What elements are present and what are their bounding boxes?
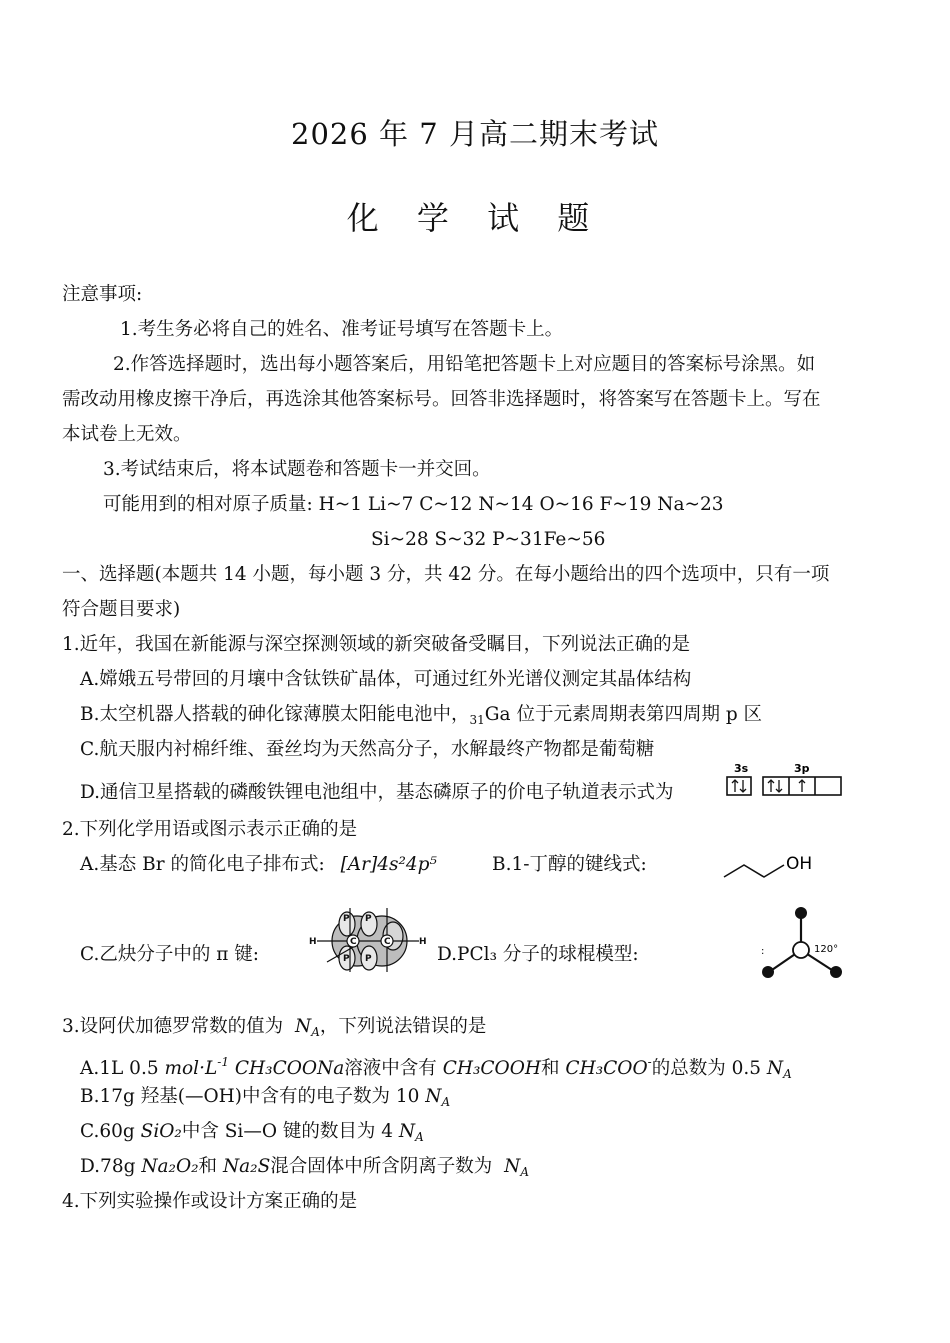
q4-stem: 4.下列实验操作或设计方案正确的是 — [62, 1191, 358, 1212]
acetylene-pi-bond-diagram — [305, 906, 430, 976]
svg-text:H: H — [309, 937, 317, 947]
q3-option-c: C.60g SiO₂中含 Si—O 键的数目为 4 $N_A$ — [80, 1121, 424, 1144]
q2-option-d: D.PCl₃ 分子的球棍模型: — [437, 944, 639, 965]
orbital-3p-label: 3p — [794, 762, 810, 775]
svg-text:H: H — [419, 937, 427, 947]
section-heading-b: 符合题目要求) — [62, 599, 181, 620]
svg-text:P: P — [365, 954, 372, 964]
pcl3-ball-stick-model — [755, 902, 855, 984]
q3-option-b: B.17g 羟基(—OH)中含有的电子数为 10 $N_A$ — [80, 1086, 451, 1109]
bond-angle-label: 120° — [814, 944, 839, 955]
q3-stem: 3.设阿伏加德罗常数的值为 $N_A$，下列说法错误的是 — [62, 1016, 487, 1039]
q2-stem: 2.下列化学用语或图示表示正确的是 — [62, 819, 358, 840]
q1-stem: 1.近年，我国在新能源与深空探测领域的新突破备受瞩目，下列说法正确的是 — [62, 634, 691, 655]
q2-option-a: A.基态 Br 的简化电子排布式: [Ar]4s²4p⁵ — [80, 854, 437, 875]
svg-text::: : — [761, 946, 765, 957]
q2-option-c: C.乙炔分子中的 π 键: — [80, 944, 260, 965]
butanol-skeletal-formula — [720, 845, 830, 885]
exam-title: 2026 年 7 月高二期末考试 — [291, 117, 659, 151]
svg-text:P: P — [365, 914, 372, 924]
svg-text:P: P — [343, 954, 350, 964]
orbital-3s-box — [727, 777, 751, 795]
q1-option-c: C.航天服内衬棉纤维、蚕丝均为天然高分子，水解最终产物都是葡萄糖 — [80, 739, 655, 760]
orbital-3s-label: 3s — [734, 762, 749, 775]
q3-option-a: A.1L 0.5 $mol\cdot L^{-1}$ CH₃COONa溶液中含有 CH₃COOH和 CH₃COO-的总数为 0.5 $N_A$ — [80, 1055, 792, 1081]
notice-heading: 注意事项: — [62, 284, 143, 305]
q2-option-b: B.1-丁醇的键线式: — [492, 854, 647, 875]
atomic-masses-line-1: 可能用到的相对原子质量: H~1 Li~7 C~12 N~14 O~16 F~19 Na~23 — [103, 494, 724, 515]
orbital-diagram — [724, 760, 848, 802]
svg-text:C: C — [384, 937, 391, 947]
notice-item-2b: 需改动用橡皮擦干净后，再选涂其他答案标号。回答非选择题时，将答案写在答题卡上。写在 — [62, 389, 821, 410]
section-heading-a: 一、选择题(本题共 14 小题，每小题 3 分，共 42 分。在每小题给出的四个选项中，只有一项 — [62, 564, 830, 585]
q1-option-a: A.嫦娥五号带回的月壤中含钛铁矿晶体，可通过红外光谱仪测定其晶体结构 — [80, 669, 692, 690]
q1-option-b: B.太空机器人搭载的砷化镓薄膜太阳能电池中，$_{31}$Ga 位于元素周期表第四周期 p 区 — [80, 704, 763, 727]
notice-item-1: 1.考生务必将自己的姓名、准考证号填写在答题卡上。 — [120, 319, 564, 340]
q1-option-d: D.通信卫星搭载的磷酸铁锂电池组中，基态磷原子的价电子轨道表示式为 — [80, 782, 674, 803]
atomic-masses-line-2: Si~28 S~32 P~31Fe~56 — [371, 529, 606, 550]
oh-label: OH — [786, 854, 813, 874]
br-config: [Ar]4s²4p⁵ — [340, 854, 437, 875]
svg-text:C: C — [350, 937, 357, 947]
notice-item-2c: 本试卷上无效。 — [62, 424, 192, 445]
notice-item-2a: 2.作答选择题时，选出每小题答案后，用铅笔把答题卡上对应题目的答案标号涂黑。如 — [113, 354, 816, 375]
notice-item-3: 3.考试结束后，将本试题卷和答题卡一并交回。 — [103, 459, 491, 480]
q3-option-d: D.78g Na₂O₂和 Na₂S混合固体中所含阴离子数为 $N_A$ — [80, 1156, 530, 1179]
subject-title: 化 学 试 题 — [346, 199, 604, 237]
svg-text:P: P — [343, 914, 350, 924]
